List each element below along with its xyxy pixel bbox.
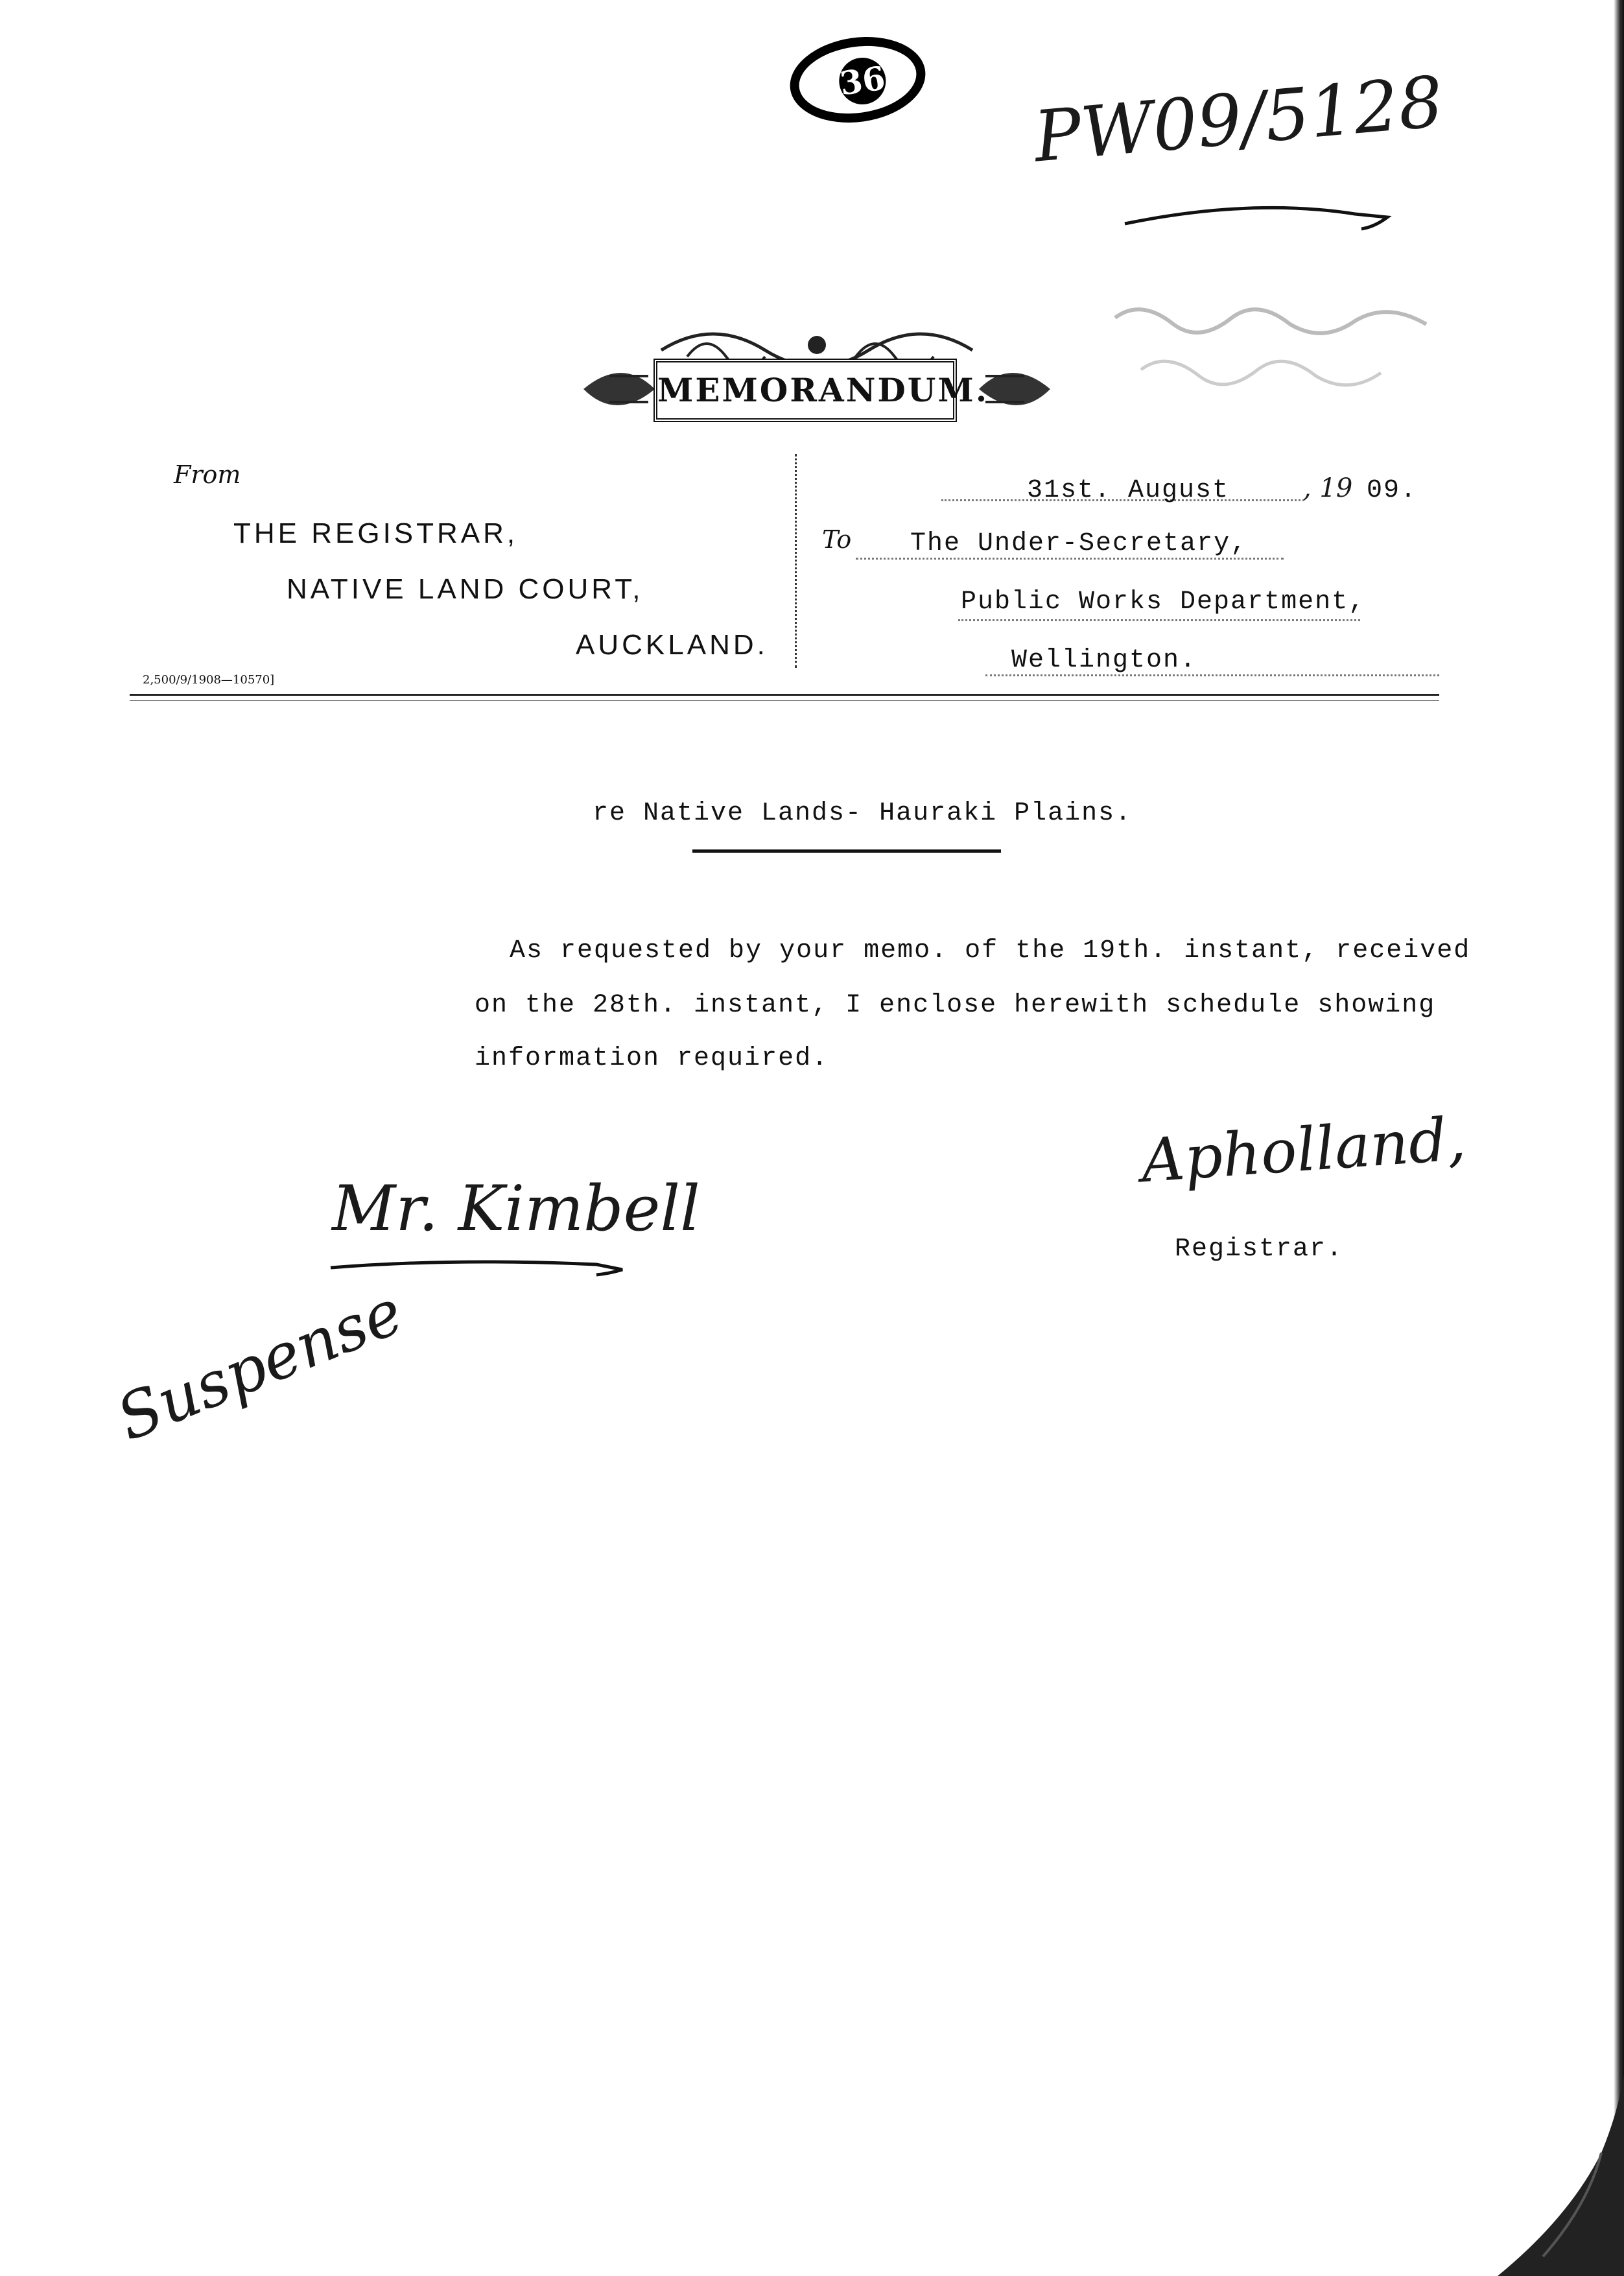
registrar-signature: Apholland, bbox=[1138, 1104, 1468, 1196]
body-line-2: on the 28th. instant, I enclose herewith schedule showing bbox=[475, 991, 1436, 1020]
faint-stamp-mark bbox=[1102, 266, 1504, 434]
page-corner-curl bbox=[1472, 2075, 1624, 2276]
signatory-title: Registrar. bbox=[1175, 1235, 1344, 1264]
from-label: From bbox=[174, 460, 241, 489]
to-line-1: The Under-Secretary, bbox=[910, 529, 1248, 558]
from-line-3: AUCKLAND. bbox=[576, 629, 768, 661]
to-line-3: Wellington. bbox=[1011, 646, 1197, 675]
date-year-prefix: , 19 bbox=[1303, 473, 1353, 503]
page-number: 36 bbox=[836, 54, 889, 107]
memorandum-title-box bbox=[653, 359, 989, 422]
binding-edge bbox=[1614, 0, 1624, 2276]
memorandum-title: MEMORANDUM. bbox=[657, 371, 989, 409]
print-code: 2,500/9/1908—10570] bbox=[143, 673, 275, 687]
subject-underline bbox=[692, 849, 1001, 853]
vertical-divider bbox=[795, 454, 797, 668]
to-label: To bbox=[822, 525, 852, 554]
date-year-suffix: 09. bbox=[1367, 476, 1418, 505]
page-number-circle bbox=[784, 29, 931, 131]
header-rule-thin bbox=[130, 700, 1439, 701]
from-line-1: THE REGISTRAR, bbox=[233, 517, 519, 549]
from-line-2: NATIVE LAND COURT, bbox=[287, 573, 644, 605]
body-line-3: information required. bbox=[475, 1044, 829, 1073]
annotation-underline bbox=[324, 1245, 635, 1284]
date-day-month: 31st. August bbox=[1027, 476, 1230, 505]
header-rule bbox=[130, 694, 1439, 696]
annotation-suspense: Suspense bbox=[107, 1275, 413, 1455]
annotation-mr-kimbell: Mr. Kimbell bbox=[332, 1172, 700, 1245]
file-reference: PW09/5128 bbox=[1031, 61, 1446, 178]
subject-line: re Native Lands- Hauraki Plains. bbox=[593, 799, 1133, 828]
file-reference-underline bbox=[1122, 191, 1394, 243]
body-line-1: As requested by your memo. of the 19th. instant, received bbox=[510, 936, 1471, 966]
to-line-2: Public Works Department, bbox=[961, 587, 1366, 617]
